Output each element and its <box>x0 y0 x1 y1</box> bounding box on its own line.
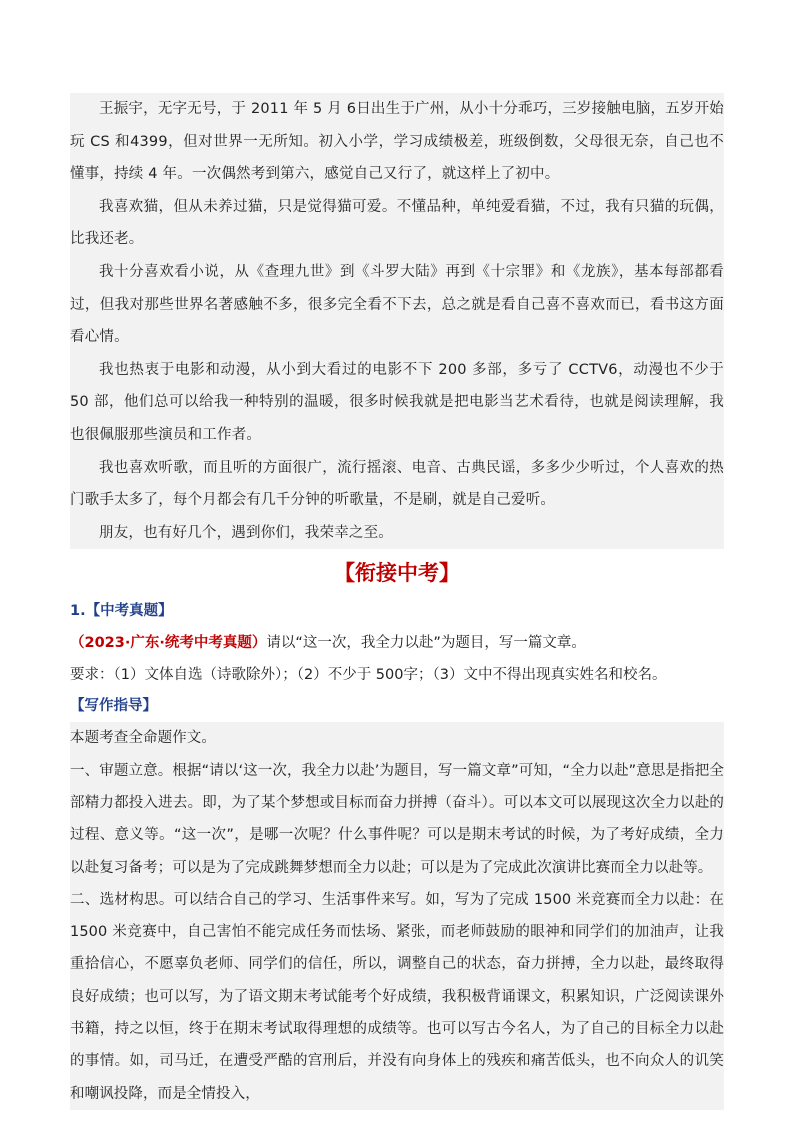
question-requirements: 要求：（1）文体自选（诗歌除外）；（2）不少于 500字；（3）文中不得出现真实姓名和校名。 <box>70 659 724 691</box>
essay-paragraph-6: 朋友，也有好几个，遇到你们，我荣幸之至。 <box>99 524 393 541</box>
question-number: 1. <box>70 603 86 620</box>
document-page <box>70 93 724 1110</box>
essay-paragraph-1: 王振宇，无字无号，于 2011 年 5 月 6日出生于广州，从小十分乖巧，三岁接触电脑，五岁开始玩 CS 和4399，但对世界一无所知。初入小学，学习成绩极差，班级倒数，父母很无奈，自己也不懂事，持续 4 年。一次偶然考到第六，感觉自己又行了，就这样上了初中。 <box>70 101 724 183</box>
guide-paragraph-1: 本题考查全命题作文。 <box>70 730 216 747</box>
essay-paragraph-3: 我十分喜欢看小说，从《查理九世》到《斗罗大陆》再到《十宗罪》和《龙族》，基本每部都看过，但我对那些世界名著感触不多，很多完全看不下去，总之就是看自己喜不喜欢而已，看书这方面看心情。 <box>70 263 724 346</box>
writing-guide <box>70 722 724 1110</box>
question-header <box>70 595 724 627</box>
sample-essay <box>70 93 724 549</box>
question-source: （2023·广东·统考中考真题） <box>70 635 267 652</box>
essay-paragraph-4: 我也热衷于电影和动漫，从小到大看过的电影不下 200 多部，多亏了 CCTV6，动漫也不少于 50 部，他们总可以给我一种特别的温暖，很多时候我就是把电影当艺术看待，也就是阅读理解，我也很佩服那些演员和工作者。 <box>70 361 724 443</box>
question-prompt-line <box>70 627 724 659</box>
guide-paragraph-2: 一、审题立意。根据“请以‘这一次，我全力以赴’为题目，写一篇文章”可知，“全力以赴”意思是指把全部精力都投入进去。即，为了某个梦想或目标而奋力拼搏（奋斗）。可以本文可以展现这次全力以赴的过程、意义等。“这一次”，是哪一次呢？什么事件呢？可以是期末考试的时候，为了考好成绩，全力以赴复习备考；可以是为了完成跳舞梦想而全力以赴；可以是为了完成此次演讲比赛而全力以赴等。 <box>70 762 724 876</box>
section-title: 【衔接中考】 <box>334 561 460 586</box>
essay-paragraph-5: 我也喜欢听歌，而且听的方面很广，流行摇滚、电音、古典民谣，多多少少听过，个人喜欢的热门歌手太多了，每个月都会有几千分钟的听歌量，不是刷，就是自己爱听。 <box>70 459 724 509</box>
question-label: 【中考真题】 <box>85 603 173 620</box>
guide-paragraph-3: 二、选材构思。可以结合自己的学习、生活事件来写。如，写为了完成 1500 米竞赛而全力以赴：在 1500 米竞赛中，自己害怕不能完成任务而怯场、紧张，而老师鼓励的眼神和同学们的加油声，让我重拾信心，不愿辜负老师、同学们的信任，所以，调整自己的状态，奋力拼搏，全力以赴，最终取得良好成绩；也可以写，为了语文期末考试能考个好成绩，我积极背诵课文，积累知识，广泛阅读课外书籍，持之以恒，终于在期末考试取得理想的成绩等。也可以写古今名人，为了自己的目标全力以赴的事情。如，司马迁，在遭受严酷的宫刑后，并没有向身体上的残疾和痛苦低头，也不向众人的讥笑和嘲讽投降，而是全情投入， <box>70 891 724 1102</box>
guide-title: 【写作指导】 <box>70 698 157 715</box>
essay-paragraph-2: 我喜欢猫，但从未养过猫，只是觉得猫可爱。不懂品种，单纯爱看猫，不过，我有只猫的玩偶，比我还老。 <box>70 198 724 248</box>
question-prompt: 请以“这一次，我全力以赴”为题目，写一篇文章。 <box>266 635 586 652</box>
